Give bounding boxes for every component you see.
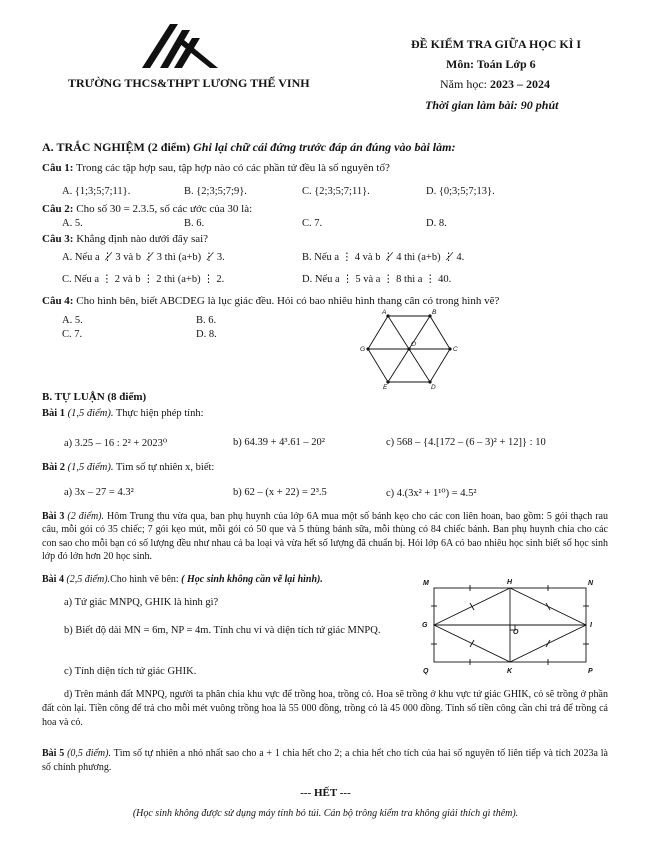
subject: Môn: Toán Lớp 6 [446, 57, 536, 71]
footer-note: (Học sinh không được sử dụng máy tính bỏ túi. Cán bộ trông kiểm tra không giải thích gì thêm). [132, 808, 519, 819]
fig-label-q: Q [423, 668, 429, 675]
bai5-text: Tìm số tự nhiên a nhỏ nhất sao cho a + 1 chia hết cho 2; a chia hết cho tích của hai số nguyên tố liên tiếp và tích 2023a là số chính phương. [42, 748, 608, 773]
q4-option-c: C. 7. [62, 329, 83, 340]
fig-label-h: H [507, 579, 513, 586]
fig-label-g: G [422, 622, 428, 629]
q4-text: Cho hình bên, biết ABCDEG là lục giác đều. Hỏi có bao nhiêu hình thang cân có trong hình vẽ? [76, 295, 500, 307]
q2-option-c: C. 7. [302, 218, 323, 229]
q3-option-a: A. Nếu a ⋮̸ 3 và b ⋮̸ 3 thì (a+b) ⋮̸ 3. [62, 252, 225, 263]
bai5-label: Bài 5 [42, 748, 65, 759]
bai2-points: (1,5 điểm). [67, 462, 114, 473]
bai1-item-b: b) 64.39 + 4³.61 – 20² [233, 437, 325, 448]
fig-label-m: M [423, 580, 429, 587]
bai4-part-c: c) Tính diện tích tứ giác GHIK. [64, 666, 197, 677]
fig-label-i: I [590, 622, 592, 629]
school-logo [140, 22, 220, 72]
q1-stem [42, 162, 390, 174]
q1-option-b: B. {2;3;5;7;9}. [184, 186, 247, 197]
bai1-label: Bài 1 [42, 408, 66, 419]
bai4-heading [42, 574, 323, 585]
bai1-heading [42, 408, 204, 419]
q1-option-c: C. {2;3;5;7;11}. [302, 186, 370, 197]
q3-text: Khẳng định nào dưới đây sai? [76, 233, 209, 245]
q4-option-a: A. 5. [62, 315, 83, 326]
q3-label: Câu 3: [42, 233, 74, 245]
bai5-paragraph [42, 747, 608, 775]
hex-label-o: O [411, 341, 417, 348]
school-name: TRƯỜNG THCS&THPT LƯƠNG THẾ VINH [68, 76, 310, 90]
hex-label-a: A [382, 309, 387, 316]
school-year [440, 77, 550, 92]
bai2-heading [42, 462, 214, 473]
bai3-points: (2 điểm). [67, 511, 105, 522]
q4-option-d: D. 8. [196, 329, 217, 340]
part-a-instruction: Ghi lại chữ cái đứng trước đáp án đúng vào bài làm: [193, 140, 456, 154]
exam-title: ĐỀ KIỂM TRA GIỮA HỌC KÌ I [411, 37, 582, 51]
bai4-label: Bài 4 [42, 574, 64, 585]
q2-option-b: B. 6. [184, 218, 205, 229]
bai4-points: (2,5 điểm). [66, 574, 111, 585]
bai2-text: Tìm số tự nhiên x, biết: [115, 462, 215, 473]
fig-label-o: O [513, 629, 519, 636]
bai3-label: Bài 3 [42, 511, 65, 522]
q1-option-d: D. {0;3;5;7;13}. [426, 186, 495, 197]
q4-label: Câu 4: [42, 295, 74, 307]
hexagon-figure [360, 308, 460, 390]
rectangle-figure [420, 574, 602, 678]
q3-option-c: C. Nếu a ⋮ 2 và b ⋮ 2 thì (a+b) ⋮ 2. [62, 274, 225, 285]
q2-option-d: D. 8. [426, 218, 447, 229]
year-value: 2023 – 2024 [490, 77, 550, 91]
bai4-part-b: b) Biết độ dài MN = 6m, NP = 4m. Tính chu vi và diện tích tứ giác MNPQ. [64, 625, 381, 636]
bai5-points: (0,5 điểm). [67, 748, 111, 759]
bai3-paragraph [42, 510, 608, 564]
q4-option-b: B. 6. [196, 315, 217, 326]
bai4-note: ( Học sinh không cần vẽ lại hình). [181, 574, 323, 585]
q4-stem [42, 295, 499, 307]
bai4-part-d: d) Trên mảnh đất MNPQ, người ta phân chia khu vực để trồng hoa, trồng cỏ. Hoa sẽ trồng ở khu vực tứ giác GHIK, cỏ sẽ trồng ở phần đất còn lại. Tiền công để trả cho mỗi mét vuông trồng hoa là 55 000 đồng, trồng cỏ là 45 000 đồng. Tính số tiền công cần chi trả để trồng cả hoa và cỏ. [42, 689, 608, 729]
bai1-item-c: c) 568 – {4.[172 – (6 – 3)² + 12]} : 10 [386, 437, 546, 448]
exam-time: Thời gian làm bài: 90 phút [425, 98, 559, 112]
q1-text: Trong các tập hợp sau, tập hợp nào có các phần tử đều là số nguyên tố? [76, 162, 390, 174]
fig-label-n: N [588, 580, 594, 587]
q1-option-a: A. {1;3;5;7;11}. [62, 186, 131, 197]
q2-text: Cho số 30 = 2.3.5, số các ước của 30 là: [76, 203, 253, 215]
part-b-title: B. TỰ LUẬN (8 điểm) [42, 391, 147, 403]
end-marker: --- HẾT --- [300, 787, 351, 799]
q3-option-d: D. Nếu a ⋮ 5 và a ⋮ 8 thì a ⋮ 40. [302, 274, 452, 285]
bai1-points: (1,5 điểm). [67, 408, 114, 419]
part-a-title: A. TRẮC NGHIỆM (2 điểm) [42, 140, 191, 154]
fig-label-k: K [507, 668, 513, 675]
hex-label-e: E [383, 384, 388, 390]
hex-label-b: B [432, 309, 437, 316]
hex-label-c: C [453, 346, 458, 353]
q3-stem [42, 233, 208, 245]
bai1-text: Thực hiện phép tính: [115, 408, 204, 419]
bai4-part-a: a) Tứ giác MNPQ, GHIK là hình gì? [64, 597, 219, 608]
bai2-item-b: b) 62 – (x + 22) = 2³.5 [233, 487, 327, 498]
q1-label: Câu 1: [42, 162, 74, 174]
bai2-item-a: a) 3x – 27 = 4.3² [64, 487, 134, 498]
part-a-heading [42, 140, 455, 155]
q2-label: Câu 2: [42, 203, 74, 215]
hex-label-g: G [360, 346, 366, 353]
hex-label-d: D [431, 384, 436, 390]
bai4-text: Cho hình vẽ bên: [110, 574, 182, 585]
bai1-item-a: a) 3.25 – 16 : 2² + 2023⁰ [64, 438, 168, 449]
q2-stem [42, 203, 252, 215]
bai3-text: Hôm Trung thu vừa qua, ban phụ huynh của lớp 6A mua một số bánh kẹo cho các con liên hoan, bao gồm: 5 gói thạch rau câu, mỗi gói có 35 chiếc; 7 gói kẹo mút, mỗi gói có 50 que và 5 thùng bánh sữa, mỗi thùng có 84 chiếc bánh. Ban phụ huynh chia cho các con sao cho mỗi bạn có số lượng đều như nhau cả ba loại và vừa hết số lượng đã chuẩn bị. Hỏi lớp 6A có bao nhiêu học sinh biết số học sinh lớp đó lớn hơn 20 học sinh. [42, 511, 608, 563]
year-label: Năm học: [440, 77, 490, 91]
bai2-item-c: c) 4.(3x² + 1¹⁰) = 4.5² [386, 488, 477, 499]
bai2-label: Bài 2 [42, 462, 66, 473]
q3-option-b: B. Nếu a ⋮ 4 và b ⋮̸ 4 thì (a+b) ⋮̸ 4. [302, 252, 465, 263]
fig-label-p: P [588, 668, 593, 675]
q2-option-a: A. 5. [62, 218, 83, 229]
